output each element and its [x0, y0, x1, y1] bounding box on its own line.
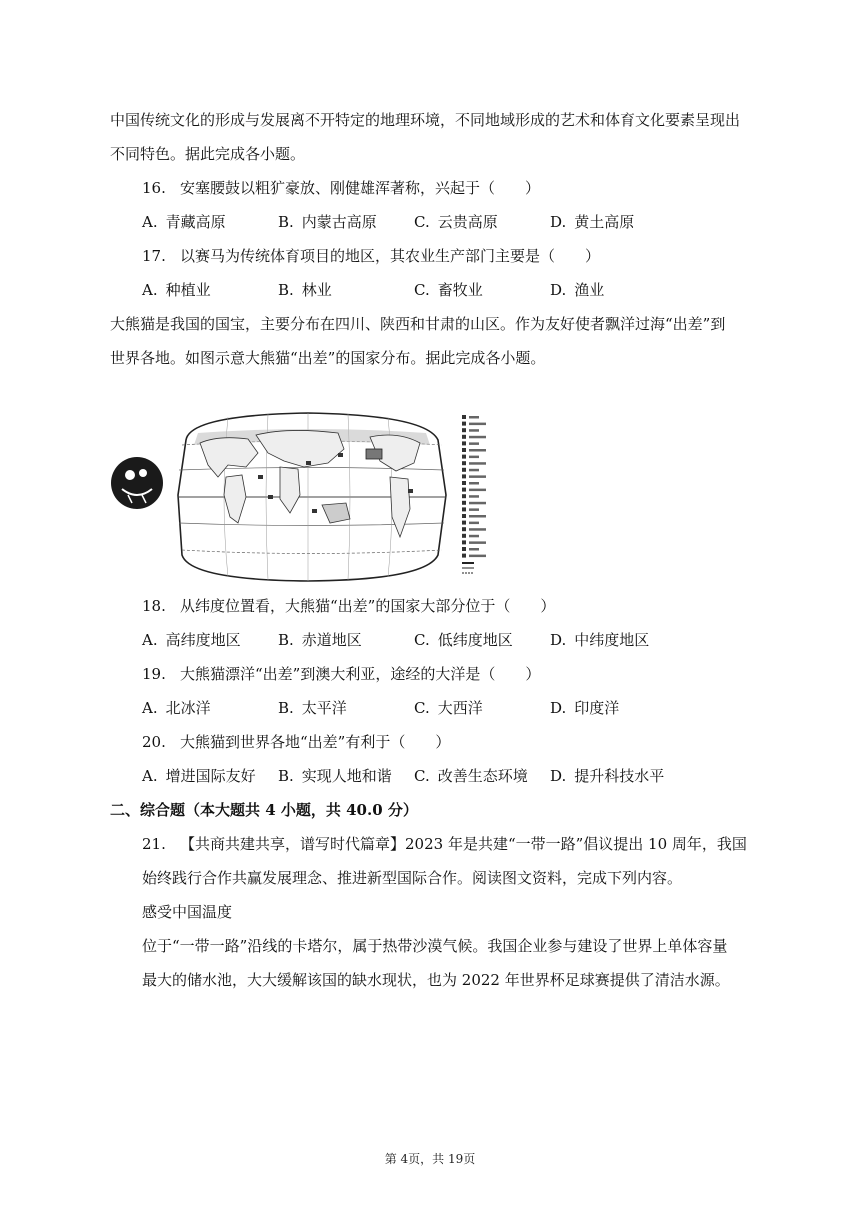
legend-label-line: [469, 436, 486, 439]
question-20: [142, 731, 450, 753]
option-c[interactable]: C. 低纬度地区: [414, 631, 513, 649]
option-c[interactable]: C. 改善生态环境: [414, 767, 528, 785]
option-d[interactable]: D. 中纬度地区: [550, 631, 650, 649]
legend-label-line: [469, 416, 479, 419]
map-legend: [458, 411, 498, 579]
legend-label-line: [469, 423, 486, 426]
legend-label-line: [469, 541, 486, 544]
question-text: 大熊猫到世界各地“出差”有利于（ ）: [180, 733, 451, 751]
question-17: [142, 245, 600, 267]
legend-marker: [462, 554, 466, 558]
option-c[interactable]: C. 云贵高原: [414, 213, 498, 231]
question-18: [142, 595, 555, 617]
legend-marker: [462, 428, 466, 432]
legend-label-line: [469, 495, 479, 498]
option-d[interactable]: D. 黄土高原: [550, 213, 635, 231]
option-c[interactable]: C. 畜牧业: [414, 281, 483, 299]
question-21-line-2: 始终践行合作共赢发展理念、推进新型国际合作。阅读图文资料，完成下列内容。: [142, 869, 683, 887]
legend-marker: [462, 441, 466, 445]
legend-label-line: [469, 429, 479, 432]
question-16: [142, 177, 540, 199]
option-b[interactable]: B. 太平洋: [278, 699, 347, 717]
option-b[interactable]: B. 赤道地区: [278, 631, 362, 649]
question-number: 18.: [142, 597, 166, 615]
legend-marker: [462, 448, 466, 452]
legend-marker: [462, 461, 466, 465]
question-number: 20.: [142, 733, 166, 751]
option-b[interactable]: B. 实现人地和谐: [278, 767, 392, 785]
legend-label-line: [469, 482, 479, 485]
legend-marker: [462, 415, 466, 419]
question-text: 大熊猫漂洋“出差”到澳大利亚，途经的大洋是（ ）: [180, 665, 541, 683]
question-19: [142, 663, 540, 685]
question-number: 19.: [142, 665, 166, 683]
question-number: 17.: [142, 247, 166, 265]
legend-marker: [462, 521, 466, 525]
legend-label-line: [469, 456, 479, 459]
legend-marker: [462, 468, 466, 472]
question-21: [142, 833, 747, 855]
option-a[interactable]: A. 增进国际友好: [142, 767, 256, 785]
legend-marker: [462, 488, 466, 492]
legend-label-line: [469, 508, 479, 511]
legend-label-line: [469, 489, 486, 492]
legend-label-line: [469, 475, 486, 478]
world-map: [178, 413, 446, 581]
question-21-para-line-2: 最大的储水池，大大缓解该国的缺水现状，也为 2022 年世界杯足球赛提供了清洁水源。: [142, 971, 730, 989]
option-d[interactable]: D. 印度洋: [550, 699, 620, 717]
intro-line-2: 不同特色。据此完成各小题。: [110, 145, 306, 163]
legend-label-line: [469, 515, 486, 518]
question-number: 21.: [142, 835, 166, 853]
intro2-line-2: 世界各地。如图示意大熊猫“出差”的国家分布。据此完成各小题。: [110, 349, 546, 367]
intro-line-1: 中国传统文化的形成与发展离不开特定的地理环境，不同地域形成的艺术和体育文化要素呈现出: [110, 111, 741, 129]
page-footer: 第 4页，共 19页: [384, 1152, 476, 1166]
question-21-subtitle: 感受中国温度: [142, 903, 233, 921]
legend-label-line: [469, 535, 479, 538]
panda-logo-icon: [111, 457, 163, 509]
question-text: 【共商共建共享，谱写时代篇章】2023 年是共建“一带一路”倡议提出 10 周年，我国: [180, 835, 747, 853]
question-text: 以赛马为传统体育项目的地区，其农业生产部门主要是（ ）: [180, 247, 601, 265]
option-c[interactable]: C. 大西洋: [414, 699, 483, 717]
legend-label-line: [469, 449, 486, 452]
option-a[interactable]: A. 北冰洋: [142, 699, 211, 717]
legend-marker: [462, 527, 466, 531]
panda-world-map-figure: [108, 405, 508, 585]
question-text: 安塞腰鼓以粗犷豪放、刚健雄浑著称，兴起于（ ）: [180, 179, 541, 197]
option-d[interactable]: D. 提升科技水平: [550, 767, 665, 785]
question-21-para-line-1: 位于“一带一路”沿线的卡塔尔，属于热带沙漠气候。我国企业参与建设了世界上单体容量: [142, 937, 728, 955]
option-a[interactable]: A. 高纬度地区: [142, 631, 241, 649]
legend-marker: [462, 507, 466, 511]
legend-label-line: [469, 528, 486, 531]
legend-marker: [462, 514, 466, 518]
option-b[interactable]: B. 林业: [278, 281, 332, 299]
legend-label-line: [469, 555, 486, 558]
legend-marker: [462, 547, 466, 551]
legend-marker: [462, 455, 466, 459]
legend-label-line: [469, 548, 479, 551]
legend-marker: [462, 501, 466, 505]
legend-marker: [462, 422, 466, 426]
option-d[interactable]: D. 渔业: [550, 281, 605, 299]
legend-label-line: [469, 442, 479, 445]
legend-marker: [462, 534, 466, 538]
legend-marker: [462, 474, 466, 478]
legend-marker: [462, 540, 466, 544]
option-a[interactable]: A. 种植业: [142, 281, 211, 299]
legend-marker: [462, 435, 466, 439]
section-title: 二、综合题（本大题共 4 小题，共 40.0 分）: [110, 801, 418, 819]
legend-label-line: [469, 462, 486, 465]
intro2-line-1: 大熊猫是我国的国宝，主要分布在四川、陕西和甘肃的山区。作为友好使者飘洋过海“出差”到: [110, 315, 726, 333]
legend-label-line: [469, 502, 486, 505]
option-a[interactable]: A. 青藏高原: [142, 213, 226, 231]
question-text: 从纬度位置看，大熊猫“出差”的国家大部分位于（ ）: [180, 597, 556, 615]
option-b[interactable]: B. 内蒙古高原: [278, 213, 377, 231]
legend-label-line: [469, 469, 479, 472]
legend-marker: [462, 494, 466, 498]
legend-label-line: [469, 522, 479, 525]
legend-marker: [462, 481, 466, 485]
question-number: 16.: [142, 179, 166, 197]
